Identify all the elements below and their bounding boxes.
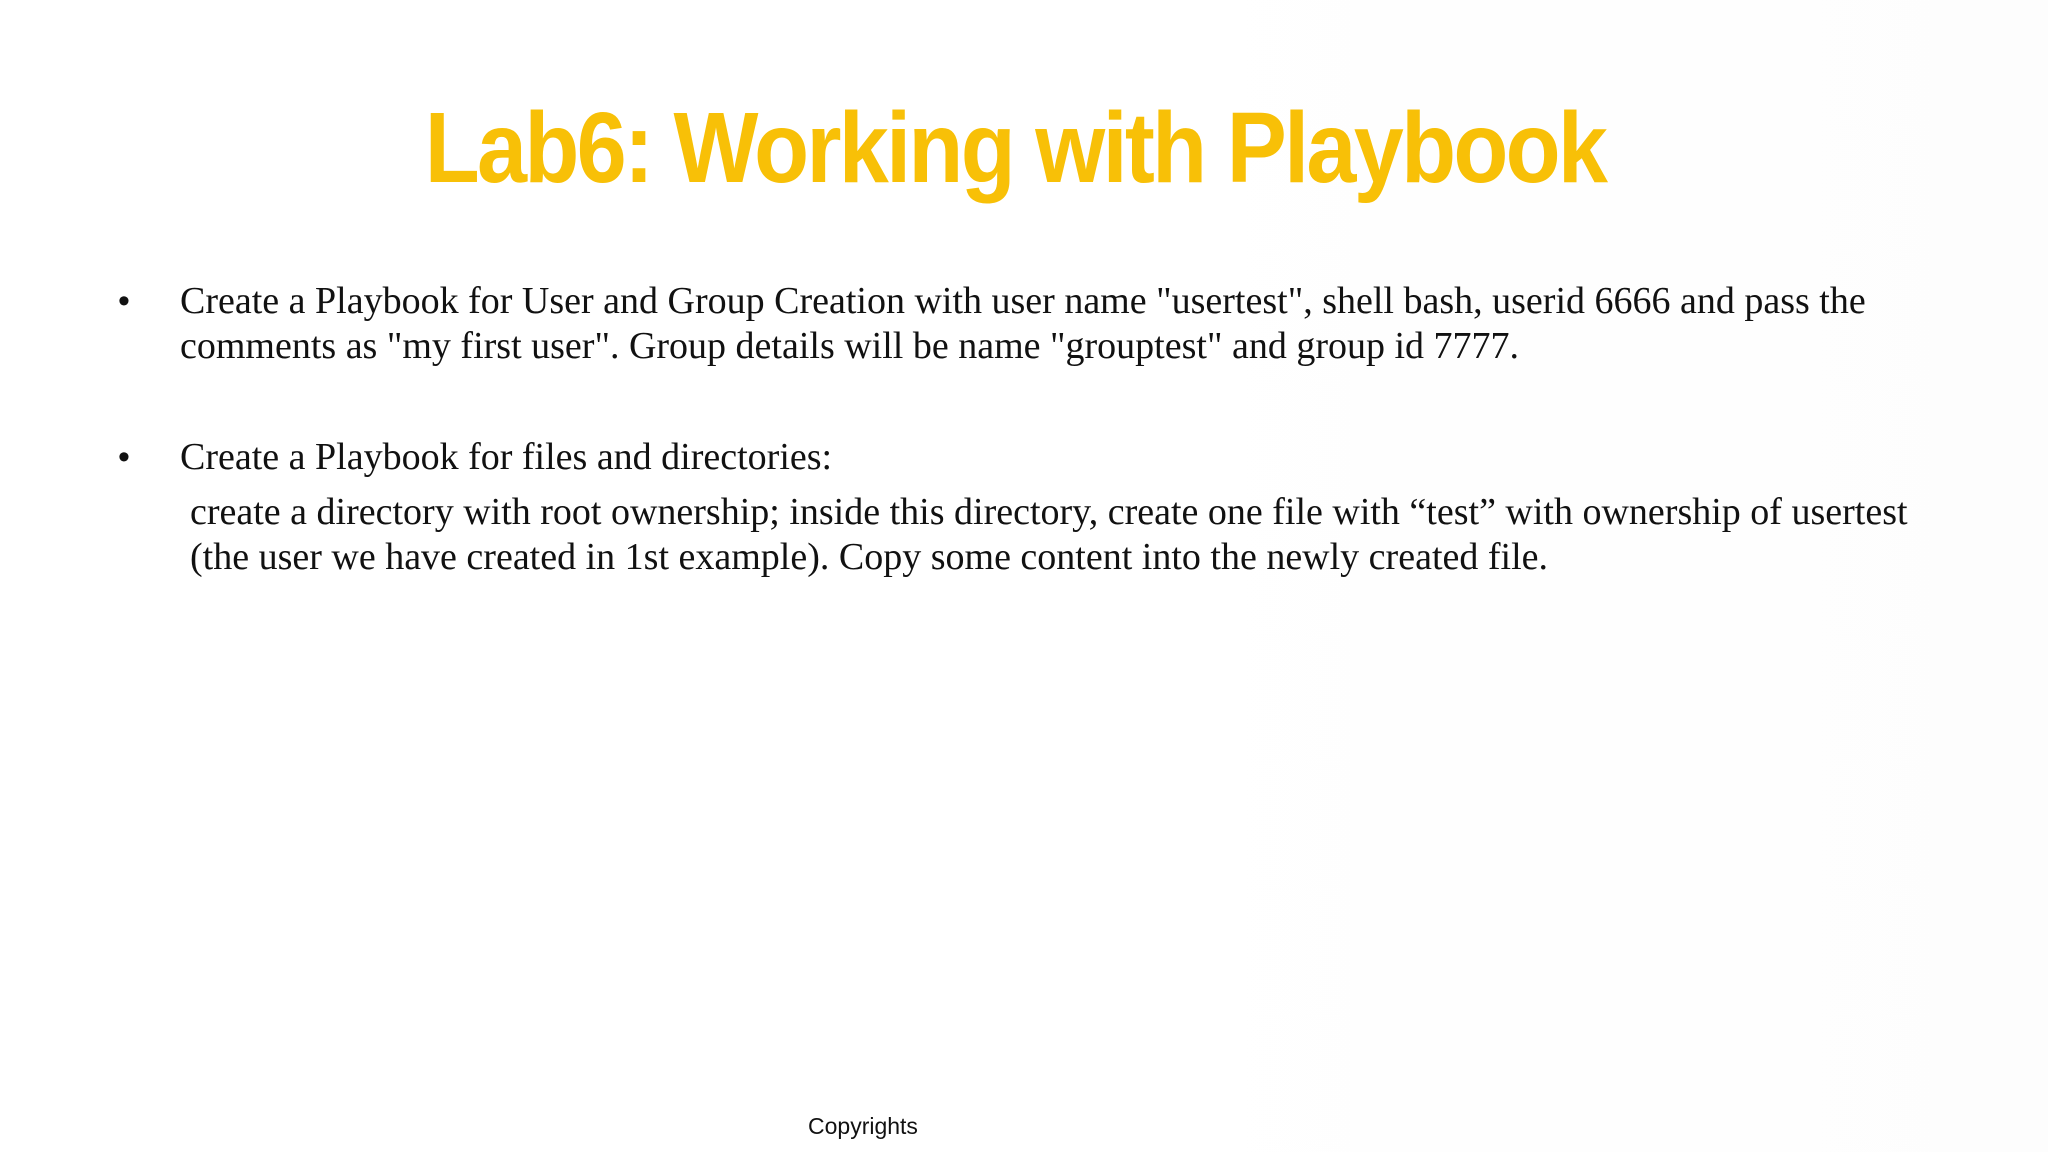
bullet-text-user-group: Create a Playbook for User and Group Creation with user name "usertest", shell bash, userid 6666 and pass the comments as "my first user". Group details will be name "grouptest" and group id 7777.: [180, 280, 1866, 367]
bullet-marker: •: [118, 282, 130, 320]
bullet-marker: •: [118, 438, 130, 476]
bullet-text-files-dirs: Create a Playbook for files and directories:: [180, 436, 833, 478]
slide-title: Lab6: Working with Playbook: [424, 92, 1606, 204]
footer-copyrights: Copyrights: [808, 1113, 918, 1139]
bullet-subtext-files-dirs: create a directory with root ownership; inside this directory, create one file with “test” with ownership of usertest (the user we have created in 1st example). Copy some content into the newly created file.: [190, 491, 1908, 578]
